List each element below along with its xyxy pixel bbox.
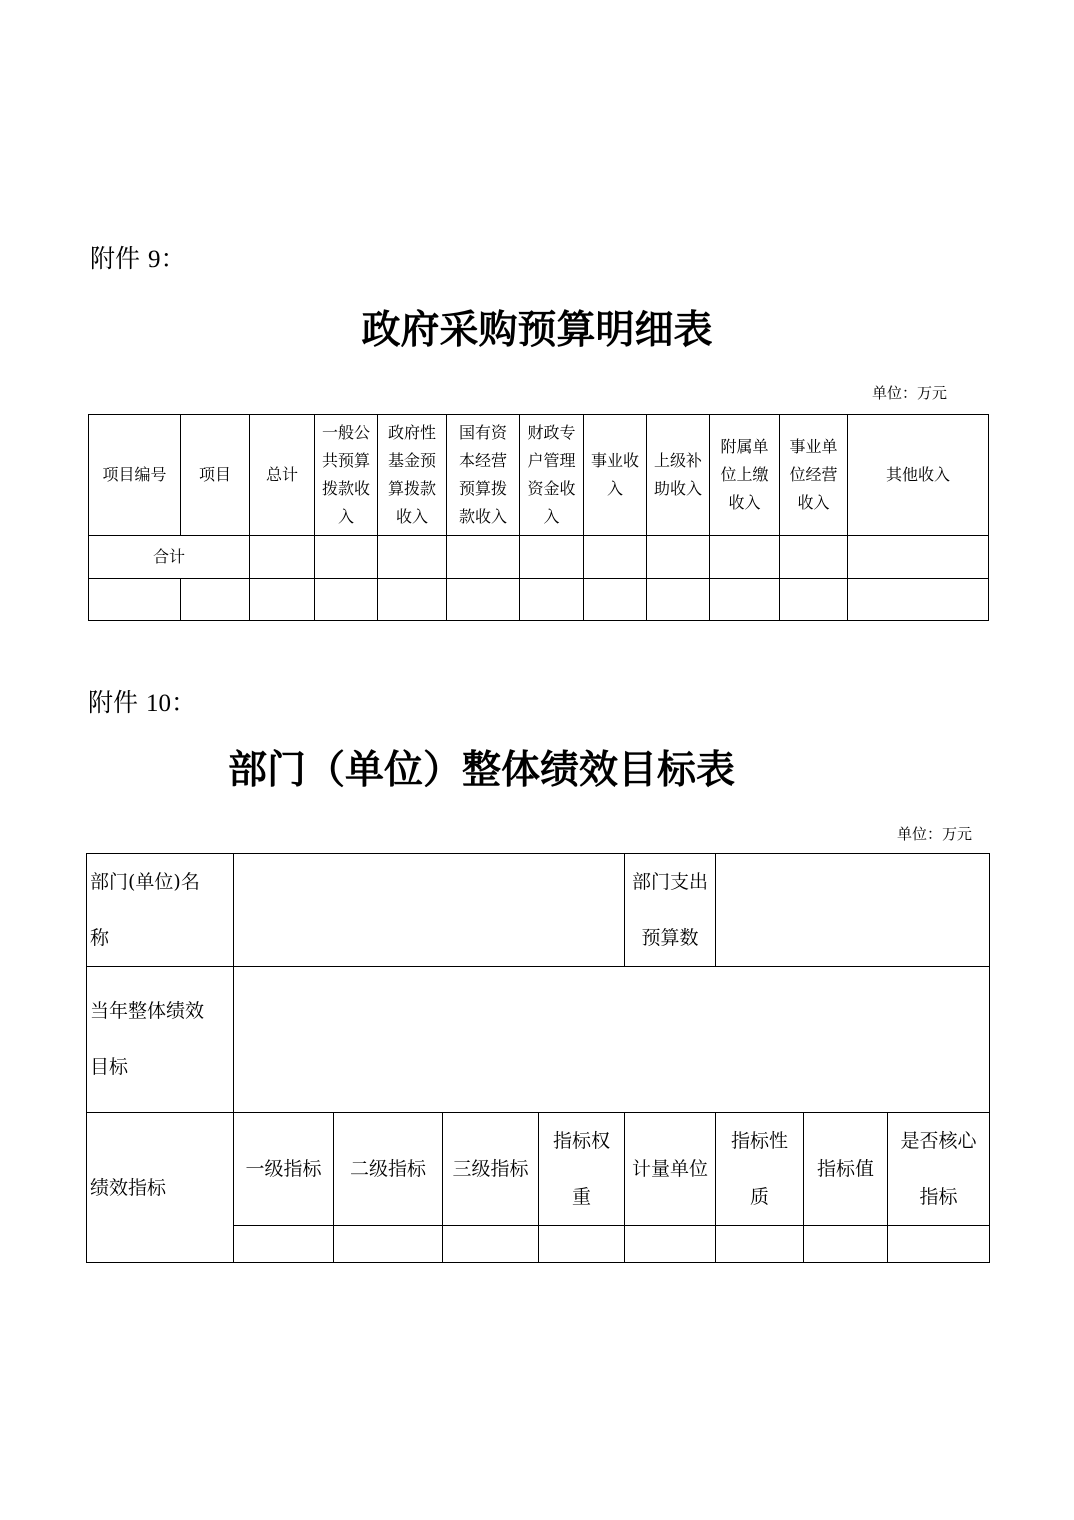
header-cell: 项目 xyxy=(181,415,250,536)
table-cell xyxy=(710,579,780,621)
table-cell xyxy=(584,579,647,621)
table-cell xyxy=(848,536,989,579)
annual-goal-label: 当年整体绩效目标 xyxy=(87,967,234,1113)
table-row xyxy=(89,579,989,621)
attachment-10-colon: ： xyxy=(170,688,196,717)
performance-goal-table xyxy=(86,853,990,1263)
header-cell: 一般公共预算拨款收入 xyxy=(315,415,378,536)
header-cell: 政府性基金预算拨款收入 xyxy=(378,415,447,536)
table-cell xyxy=(647,536,710,579)
attachment-9-label xyxy=(90,244,185,275)
table-cell xyxy=(447,536,520,579)
attachment-9-unit: 单位：万元 xyxy=(872,384,948,402)
indicator-header-row xyxy=(87,1113,990,1226)
annual-goal-row xyxy=(87,967,990,1113)
table-cell xyxy=(250,536,315,579)
header-cell: 事业单位经营收入 xyxy=(780,415,848,536)
table-cell xyxy=(334,1226,443,1263)
table-cell xyxy=(378,536,447,579)
indicator-header-cell: 指标值 xyxy=(804,1113,888,1226)
attachment-10-label xyxy=(88,688,196,719)
table-cell xyxy=(780,579,848,621)
table-cell xyxy=(378,579,447,621)
attachment-10-title: 部门（单位）整体绩效目标表 xyxy=(228,747,736,793)
header-cell: 项目编号 xyxy=(89,415,181,536)
indicator-header-cell: 一级指标 xyxy=(234,1113,334,1226)
table-cell xyxy=(315,536,378,579)
header-cell: 上级补助收入 xyxy=(647,415,710,536)
header-cell: 财政专户管理资金收入 xyxy=(520,415,584,536)
table-cell xyxy=(250,579,315,621)
table-cell xyxy=(848,579,989,621)
dept-name-value xyxy=(234,854,625,967)
table-cell xyxy=(716,1226,804,1263)
indicator-header-cell: 是否核心指标 xyxy=(888,1113,990,1226)
total-label: 合计 xyxy=(89,536,250,579)
annual-goal-value xyxy=(234,967,990,1113)
table-cell xyxy=(647,579,710,621)
table-cell xyxy=(234,1226,334,1263)
table-cell xyxy=(584,536,647,579)
dept-budget-value xyxy=(716,854,990,967)
table-cell xyxy=(520,536,584,579)
table-cell xyxy=(447,579,520,621)
table-cell xyxy=(520,579,584,621)
header-cell: 总计 xyxy=(250,415,315,536)
table-cell xyxy=(710,536,780,579)
table-cell xyxy=(89,579,181,621)
attachment-9-title: 政府采购预算明细表 xyxy=(361,307,713,353)
total-row xyxy=(89,536,989,579)
indicator-header-cell: 指标性质 xyxy=(716,1113,804,1226)
attachment-9-number: 9 xyxy=(147,246,161,273)
dept-name-label: 部门(单位)名称 xyxy=(87,854,234,967)
table-header-row xyxy=(89,415,989,536)
indicator-header-cell: 二级指标 xyxy=(334,1113,443,1226)
dept-name-row xyxy=(87,854,990,967)
indicator-label: 绩效指标 xyxy=(87,1113,234,1263)
header-cell: 附属单位上缴收入 xyxy=(710,415,780,536)
attachment-10-number: 10 xyxy=(145,690,171,717)
table-cell xyxy=(315,579,378,621)
table-cell xyxy=(181,579,250,621)
indicator-header-cell: 计量单位 xyxy=(625,1113,716,1226)
table-cell xyxy=(888,1226,990,1263)
attachment-10-unit: 单位：万元 xyxy=(897,825,973,843)
indicator-header-cell: 指标权重 xyxy=(539,1113,625,1226)
header-cell: 国有资本经营预算拨款收入 xyxy=(447,415,520,536)
attachment-10-prefix: 附件 xyxy=(88,688,139,717)
table-cell xyxy=(443,1226,539,1263)
table-cell xyxy=(780,536,848,579)
attachment-9-prefix: 附件 xyxy=(90,244,141,273)
table-cell xyxy=(539,1226,625,1263)
table-cell xyxy=(804,1226,888,1263)
dept-budget-label: 部门支出预算数 xyxy=(625,854,716,967)
table-cell xyxy=(625,1226,716,1263)
header-cell: 事业收入 xyxy=(584,415,647,536)
indicator-header-cell: 三级指标 xyxy=(443,1113,539,1226)
header-cell: 其他收入 xyxy=(848,415,989,536)
attachment-9-colon: ： xyxy=(160,244,186,273)
procurement-budget-table xyxy=(88,414,989,621)
